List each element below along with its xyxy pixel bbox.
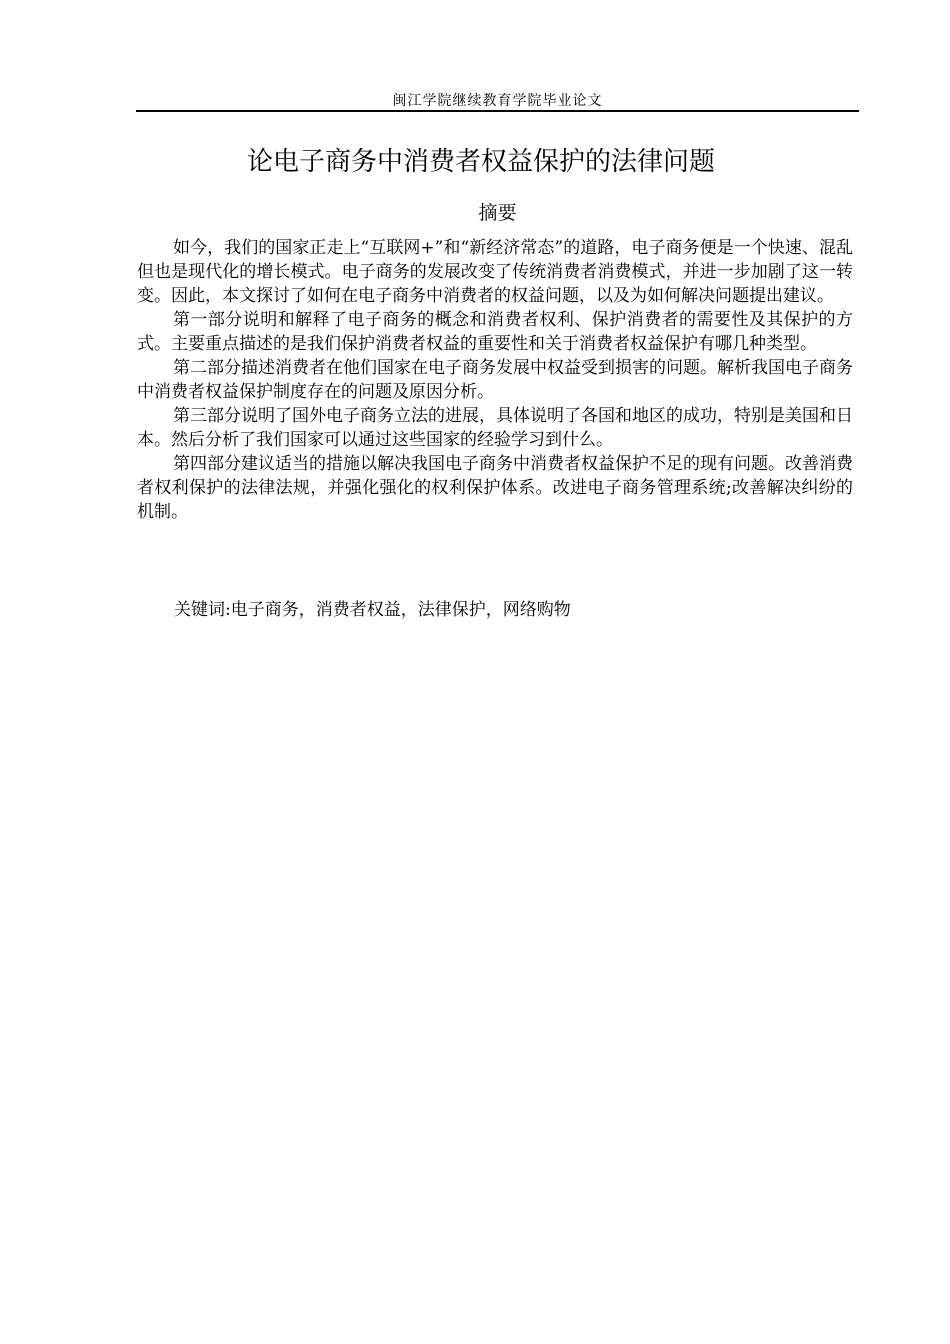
abstract-paragraph: 第三部分说明了国外电子商务立法的进展，具体说明了各国和地区的成功，特别是美国和日本。然后分析了我们国家可以通过这些国家的经验学习到什么。 [137, 406, 853, 450]
keywords-values: 电子商务，消费者权益，法律保护，网络购物 [230, 600, 571, 620]
header-rule [136, 110, 859, 112]
abstract-body [137, 236, 853, 524]
document-title: 论电子商务中消费者权益保护的法律问题 [246, 147, 715, 177]
abstract-heading: 摘要 [478, 202, 517, 224]
abstract-paragraph: 第一部分说明和解释了电子商务的概念和消费者权利、保护消费者的需要性及其保护的方式。主要重点描述的是我们保护消费者权益的重要性和关于消费者权益保护有哪几种类型。 [137, 310, 853, 354]
keywords-line [174, 598, 854, 622]
running-header: 闽江学院继续教育学院毕业论文 [392, 93, 603, 109]
abstract-paragraph: 第二部分描述消费者在他们国家在电子商务发展中权益受到损害的问题。解析我国电子商务中消费者权益保护制度存在的问题及原因分析。 [137, 358, 853, 402]
keywords-label: 关键词: [174, 600, 231, 620]
abstract-paragraph: 如今，我们的国家正走上“互联网+”和“新经济常态”的道路，电子商务便是一个快速、混乱但也是现代化的增长模式。电子商务的发展改变了传统消费者消费模式，并进一步加剧了这一转变。因此，本文探讨了如何在电子商务中消费者的权益问题，以及为如何解决问题提出建议。 [137, 238, 853, 306]
abstract-paragraph: 第四部分建议适当的措施以解决我国电子商务中消费者权益保护不足的现有问题。改善消费者权利保护的法律法规，并强化强化的权利保护体系。改进电子商务管理系统;改善解决纠纷的机制。 [137, 454, 853, 522]
